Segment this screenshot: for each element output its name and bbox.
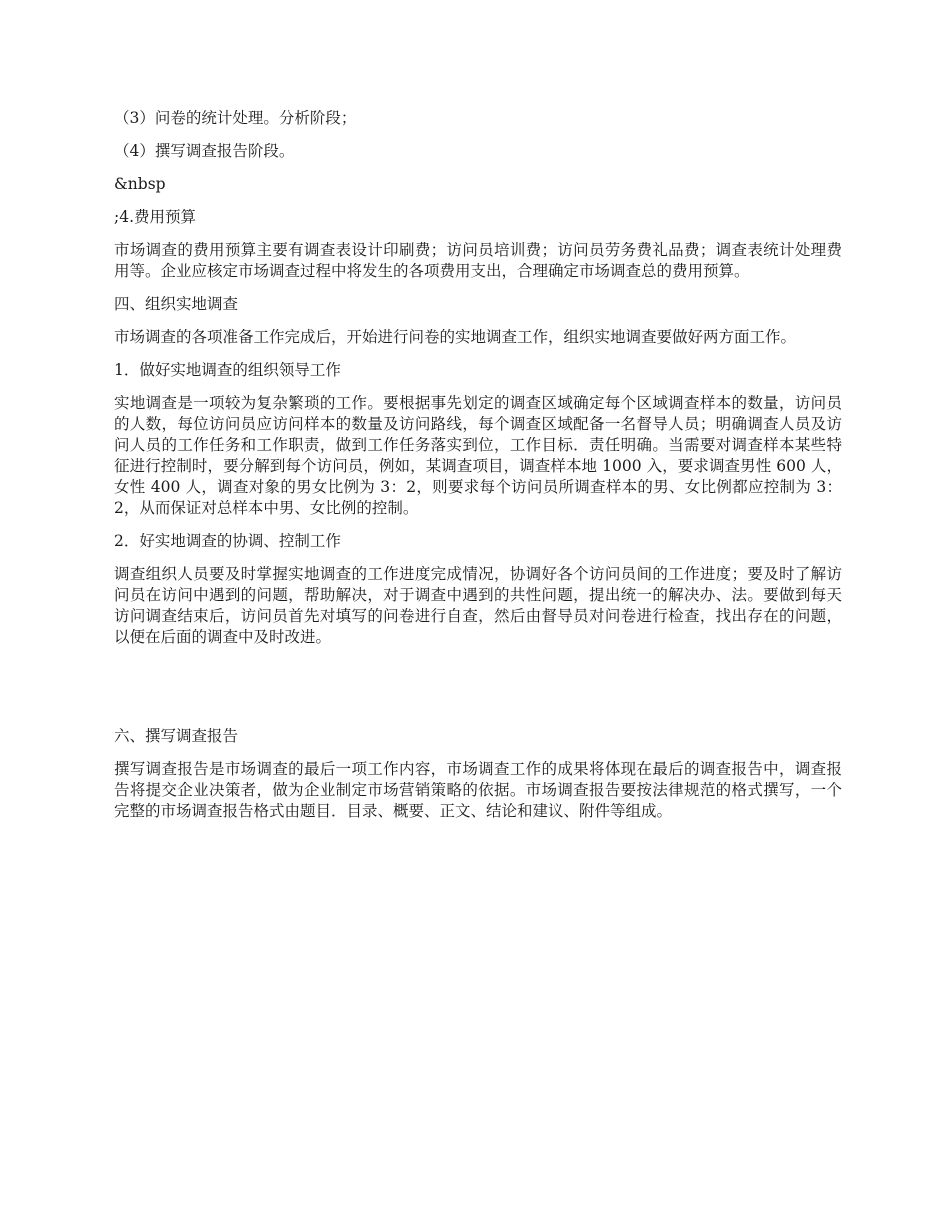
paragraph-nbsp-artifact: &nbsp	[114, 175, 166, 193]
paragraph-stage-4: （4）撰写调查报告阶段。	[114, 142, 295, 160]
paragraph-field-survey-intro: 市场调查的各项准备工作完成后，开始进行问卷的实地调查工作，组织实地调查要做好两方面工作。	[114, 328, 797, 346]
heading-field-survey: 四、组织实地调查	[114, 295, 239, 313]
paragraph-write-report: 撰写调查报告是市场调查的最后一项工作内容，市场调查工作的成果将体现在最后的调查报告中，调查报告将提交企业决策者，做为企业制定市场营销策略的依据。市场调查报告要按法律规范的格式撰写，一个完整的市场调查报告格式由题目．目录、概要、正文、结论和建议、附件等组成。	[114, 760, 842, 820]
paragraph-coordination-control: 调查组织人员要及时掌握实地调查的工作进度完成情况，协调好各个访问员间的工作进度；要及时了解访问员在访问中遇到的问题，帮助解决，对于调查中遇到的共性问题，提出统一的解决办、法。要做到每天访问调查结束后，访问员首先对填写的问卷进行自查，然后由督导员对问卷进行检查，找出存在的问题，以便在后面的调查中及时改进。	[114, 565, 842, 646]
paragraph-budget: 市场调查的费用预算主要有调查表设计印刷费；访问员培训费；访问员劳务费礼品费；调查表统计处理费用等。企业应核定市场调查过程中将发生的各项费用支出，合理确定市场调查总的费用预算。	[114, 241, 842, 280]
heading-write-report: 六、撰写调查报告	[114, 727, 239, 745]
section-spacer	[114, 660, 842, 726]
document-body	[114, 108, 842, 834]
heading-organization-leadership: 1．做好实地调查的组织领导工作	[114, 361, 341, 379]
paragraph-stage-3: （3）问卷的统计处理。分析阶段；	[114, 109, 357, 127]
heading-budget: ;4.费用预算	[114, 208, 197, 226]
heading-coordination-control: 2．好实地调查的协调、控制工作	[114, 532, 341, 550]
paragraph-organization-leadership: 实地调查是一项较为复杂繁琐的工作。要根据事先划定的调查区域确定每个区域调查样本的数量，访问员的人数，每位访问员应访问样本的数量及访问路线，每个调查区域配备一名督导人员；明确调查人员及访问人员的工作任务和工作职责，做到工作任务落实到位，工作目标．责任明确。当需要对调查样本某些特征进行控制时，要分解到每个访问员，例如，某调查项目，调查样本地 1000 入，要求调查男性 600 人，女性 400 人，调查对象的男女比例为 3：2，则要求每个访问员所调查样本的男、女比例都应控制为 3：2，从而保证对总样本中男、女比例的控制。	[114, 394, 842, 517]
